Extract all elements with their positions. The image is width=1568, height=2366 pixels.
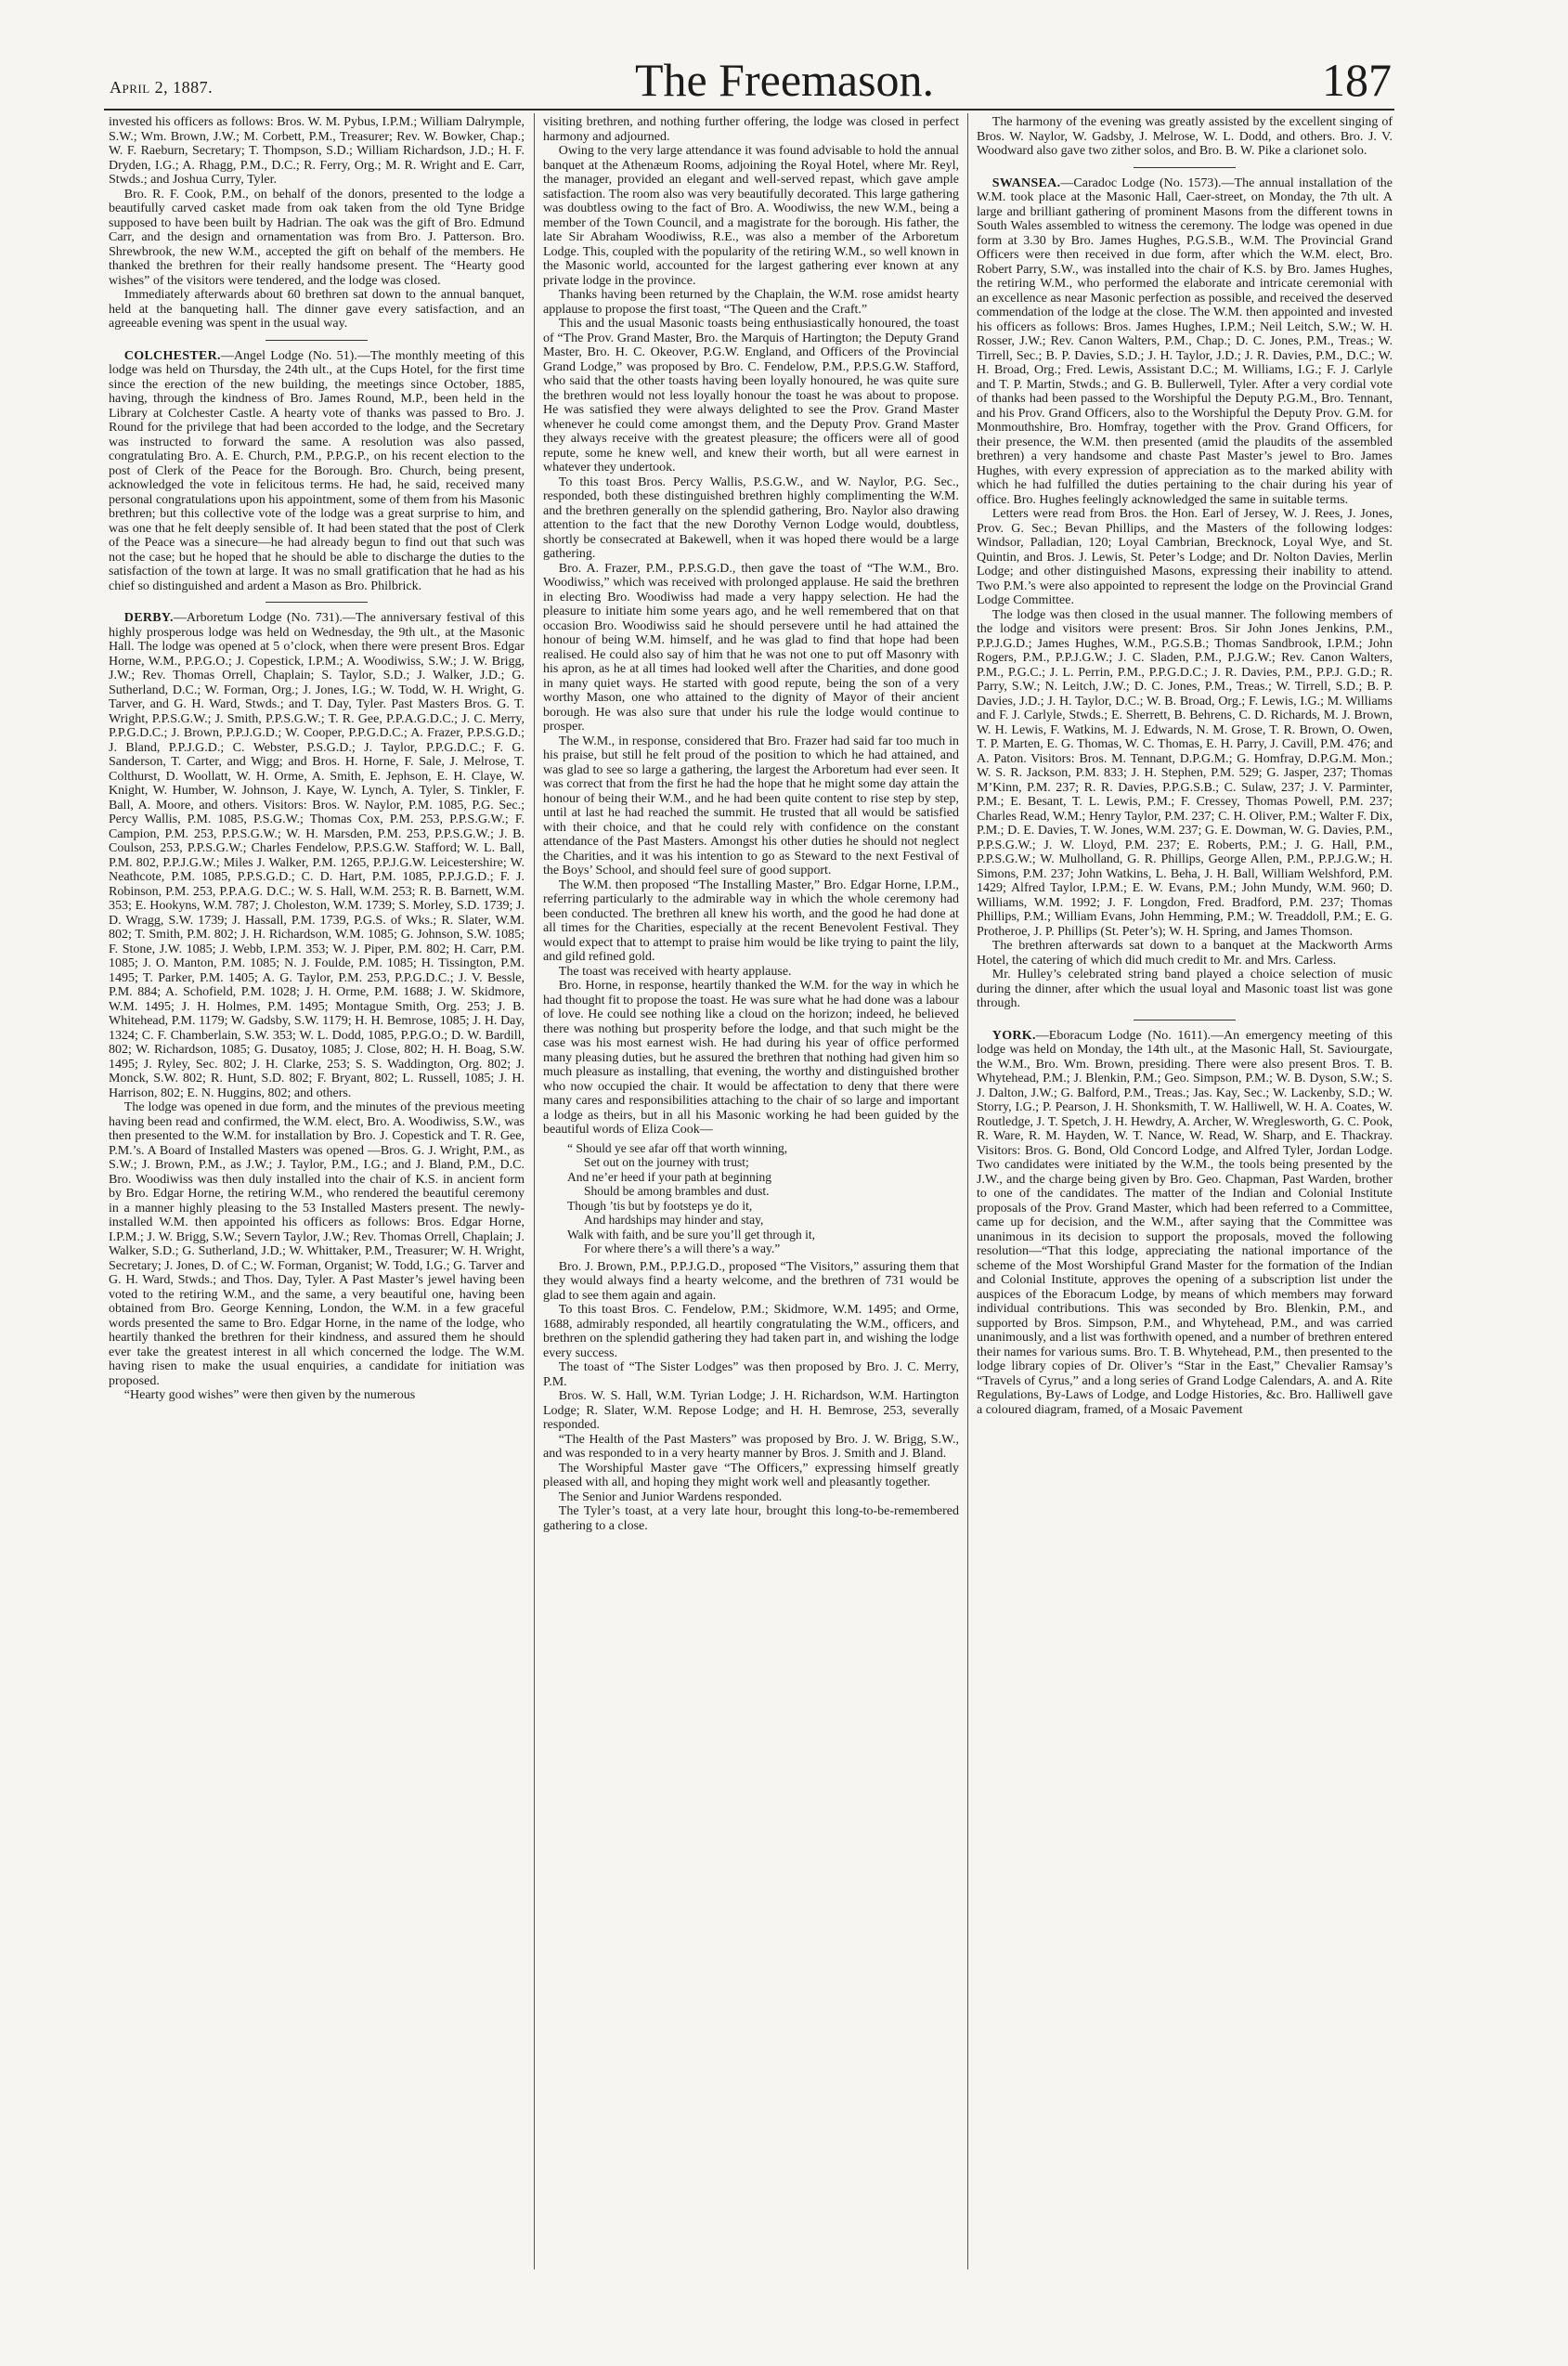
paragraph: Bro. R. F. Cook, P.M., on behalf of the donors, presented to the lodge a beautifully carved casket made from oak taken from the old Tyne Bridge supposed to have been built by Hadrian. The oak was the gift of Bro. Edmund Carr, and the design and ornamentation was from Bro. J. Patterson. Bro. Shrewbrook, the new W.M., accepted the gift on behalf of the members. He thanked the brethren for their really handsome present. The “Hearty good wishes” of the visitors were tendered, and the lodge was closed. xyxy=(109,187,525,288)
paragraph: invested his officers as follows: Bros. W. M. Pybus, I.P.M.; William Dalrymple, S.W.; Wm. Brown, J.W.; M. Corbett, P.M., Treasurer; Rev. W. Bowker, Chap.; W. F. Raeburn, Secretary; T. Thompson, S.D.; William Richardson, J.D.; H. F. Dryden, I.G.; A. Rhagg, P.M., D.C.; R. Ferry, Org.; M. R. Wright and E. Carr, Stwds.; and Joshua Curry, Tyler. xyxy=(109,115,525,187)
paragraph: The toast was received with hearty applause. xyxy=(558,964,792,979)
section-heading: DERBY. xyxy=(123,611,174,625)
paragraph: Immediately afterwards about 60 brethren sat down to the annual banquet, held at the banqueting hall. The dinner gave every satisfaction, and an agreeable evening was spent in the usual way. xyxy=(109,288,525,331)
poem xyxy=(543,1141,959,1256)
masthead-rule xyxy=(104,109,1394,110)
poem-line: For where there’s a will there’s a way.” xyxy=(584,1242,781,1255)
section-heading: SWANSEA. xyxy=(991,176,1061,190)
column-divider xyxy=(534,113,535,2269)
paragraph: Owing to the very large attendance it was found advisable to hold the annual banquet at the Athenæum Rooms, adjoining the Royal Hotel, where Mr. Reyl, the manager, provided an elegant and well-served repast, which gave ample satisfaction. The room also was very beautifully decorated. This large gathering was doubtless owing to the fact of Bro. A. Woodiwiss, the new W.M., being a member of the Town Council, and a magistrate for the borough. His father, the late Sir Abraham Woodiwiss, R.E., was also a member of the Arboretum Lodge. This, coupled with the popularity of the retiring W.M., so well known in the Masonic world, accounted for the largest gathering ever known at any private lodge in the province. xyxy=(543,144,959,288)
section-heading: YORK. xyxy=(991,1028,1036,1043)
lodge-name: —Angel Lodge (No. 51).— xyxy=(220,348,370,363)
section-divider xyxy=(266,340,368,341)
paragraph: The brethren afterwards sat down to a banquet at the Mackworth Arms Hotel, the catering of which did much credit to Mr. and Mrs. Carless. xyxy=(977,939,1393,968)
paragraph: Bro. A. Frazer, P.M., P.P.S.G.D., then gave the toast of “The W.M., Bro. Woodiwiss,” which was received with prolonged applause. He said the brethren in electing Bro. Woodiwiss had made a very happy selection. He had the pleasure to initiate him some years ago, and he well remembered that on that occasion Bro. Woodiwiss said he should persevere until he had attained the honour of being W.M. himself, and he was glad to find that hope had been realised. He could also say of him that he was not one to put off Masonry with his apron, as he at all times had looked well after the Charities, and done good in many quiet ways. He started with good repute, being the son of a very worthy Mason, one who attained to the dignity of Mayor of their ancient borough. He was also sure that under his rule the lodge would continue to prosper. xyxy=(543,561,959,734)
column-divider xyxy=(967,113,968,2269)
column-3 xyxy=(977,115,1393,1417)
paragraph: Mr. Hulley’s celebrated string band played a choice selection of music during the dinner, after which the usual loyal and Masonic toast list was gone through. xyxy=(977,968,1393,1010)
lodge-name: —Eboracum Lodge (No. 1611).— xyxy=(1035,1028,1225,1043)
issue-date: April 2, 1887. xyxy=(110,78,214,97)
lodge-report xyxy=(977,176,1393,508)
poem-line: And ne’er heed if your path at beginning xyxy=(567,1169,772,1184)
paragraph: The W.M. then proposed “The Installing Master,” Bro. Edgar Horne, I.P.M., referring particularly to the admirable way in which the whole ceremony had been conducted. The brethren all knew his worth, and the good he had done at all times for the Charities, especially at the recent Benevolent Festival. They would expect that to attempt to praise him would be like trying to paint the lily, and gild refined gold. xyxy=(543,878,959,964)
poem-line: Set out on the journey with trust; xyxy=(584,1155,749,1169)
paragraph: Letters were read from Bros. the Hon. Earl of Jersey, W. J. Rees, J. Jones, Prov. G. Sec.; Bevan Phillips, and the Masters of the following lodges: Windsor, Palladian, 120; Loyal Cambrian, Brecknock, Loyal Wye, and St. Quintin, and Bros. J. Lewis, St. Peter’s Lodge; and Dr. Nolton Davies, Merlin Lodge; and other distinguished Masons, expressing their inability to attend. Two P.M.’s were also appointed to represent the lodge on the Provincial Grand Lodge Committee. xyxy=(977,507,1393,607)
paragraph: The W.M., in response, considered that Bro. Frazer had said far too much in his praise, but still he felt proud of the position to which he had attained, and was glad to see so large a gathering, the largest the Arboretum had ever seen. It was correct that from the first he had the hope that he might some day attain the honour of being their W.M., and he had been quite content to rise step by step, until at last he had reached the summit. He trusted that all would be satisfied with their choice, and that he could rely with confidence on the constant attendance of the Past Masters. Amongst his other duties he should not neglect the Charities, and it was his intention to go as Steward to the next Festival of the Boys’ School, and should feel sure of good support. xyxy=(543,734,959,878)
paragraph: visiting brethren, and nothing further offering, the lodge was closed in perfect harmony and adjourned. xyxy=(543,115,959,144)
paragraph: The toast of “The Sister Lodges” was then proposed by Bro. J. C. Merry, P.M. xyxy=(543,1360,959,1389)
paragraph: To this toast Bros. Percy Wallis, P.S.G.W., and W. Naylor, P.G. Sec., responded, both these distinguished brethren highly complimenting the W.M. and the brethren generally on the splendid gathering, Bro. Naylor also drawing attention to the fact that the new Dorothy Vernon Lodge would, doubtless, shortly be consecrated at Bakewell, when it was hoped there would be a large gathering. xyxy=(543,474,959,561)
report-text: The annual installation of the W.M. took place at the Masonic Hall, Caer-street, on Monday, the 7th ult. A large and brilliant gathering of prominent Masons from the different towns in South Wales assembled to witness the ceremony. The lodge was opened in due form at 3.30 by Bro. James Hughes, P.G.S.B., W.M. The Provincial Grand Officers were then received in due form, after which the W.M. elect, Bro. Robert Parry, S.W., was installed into the chair of K.S. by Bro. James Hughes, the retiring W.M., who performed the elaborate and intricate ceremonial with an excellence as near Masonic perfection as possible, and received the deserved commendation of the lodge at the close. The W.M. then appointed and invested his officers as follows: Bros. James Hughes, I.P.M.; Neil Leitch, S.W.; W. H. Rosser, J.W.; Rev. Canon Walters, P.M., Chap.; D. C. Jones, P.M., Treas.; W. Tirrell, Sec.; B. P. Davies, S.D.; J. H. Taylor, J.D.; J. R. Davies, P.M., D.C.; W. H. Broad, Org.; Fred. Lewis, Assistant D.C.; M. Williams, I.G.; F. J. Carlyle and T. P. Martin, Stwds.; and G. B. Bullerwell, Tyler. After a very cordial vote of thanks had been passed to the Worshipful the Deputy P.G.M., Bro. Tennant, and his Prov. Grand Officers, also to the Worshipful the Deputy Prov. G.M. for Monmouthshire, Bro. Homfray, together with the Prov. Grand Officers, for their presence, the W.M. then presented (amid the plaudits of the assembled brethren) a very handsome and chaste Past Master’s jewel to Bro. James Hughes, with every expression of appreciation as to the marked ability with which he had fulfilled the duties pertaining to the chair during his year of office. Bro. Hughes feelingly acknowledged the same in suitable terms. xyxy=(977,176,1393,507)
paragraph: The Worshipful Master gave “The Officers,” expressing himself greatly pleased with all, and hoping they might work well and pleasantly together. xyxy=(543,1461,959,1489)
paragraph: Thanks having been returned by the Chaplain, the W.M. rose amidst hearty applause to propose the first toast, “The Queen and the Craft.” xyxy=(543,288,959,317)
newspaper-title: The Freemason. xyxy=(634,54,935,106)
paragraph: “Hearty good wishes” were then given by the numerous xyxy=(123,1388,416,1402)
poem-line: Should be among brambles and dust. xyxy=(584,1184,770,1198)
paragraph: Bro. J. Brown, P.M., P.P.J.G.D., proposed “The Visitors,” assuring them that they would always find a hearty welcome, and the brethren of 731 would be glad to see them again and again. xyxy=(543,1259,959,1303)
column-1 xyxy=(109,115,525,1403)
section-heading: COLCHESTER. xyxy=(123,348,221,363)
paragraph: The lodge was then closed in the usual manner. The following members of the lodge and visitors were present: Bros. Sir John Jones Jenkins, P.M., P.P.J.G.D.; James Hughes, W.M., P.G.S.B.; Thomas Sandbrook, I.P.M.; John Rogers, P.M., P.P.J.G.W.; J. C. Sladen, P.M., P.J.G.W.; Rev. Canon Walters, P.M., P.G.C.; J. L. Perrin, P.M., P.P.G.D.C.; J. R. Davies, P.M., P.P.J. G.D.; R. Parry, S.W.; N. Leitch, J.W.; D. C. Jones, P.M., Treas.; W. Tirrell, S.D.; B. P. Davies, J.D.; J. H. Taylor, D.C.; W. B. Broad, Org.; F. Lewis, I.G.; M. Williams and F. J. Carlyle, Stwds.; E. Sherrett, B. Behrens, C. D. Richards, M. J. Brown, W. H. Lewis, F. Watkins, M. J. Edwards, N. M. Grose, T. R. Brown, O. Owen, T. P. Marten, E. G. Thomas, W. C. Thomas, E. H. Parry, J. Cavill, P.M. 476; and A. Paton. Visitors: Bros. M. Tennant, D.P.G.M.; G. Homfray, D.P.G.M. Mon.; W. S. R. Jackson, P.M. 833; J. H. Stephen, P.M. 529; G. Jasper, 237; Thomas M’Kinn, P.M. 237; R. R. Davies, P.P.G.S.B.; C. Sulaw, 237; J. V. Parminter, P.M.; E. Besant, T. L. Lewis, P.M.; F. Cressey, Thomas Powell, P.M. 237; Charles Read, W.M.; Henry Taylor, P.M. 237; C. H. Oliver, P.M.; Walter F. Dix, P.M.; D. E. Davies, T. W. Jones, W.M. 237; G. E. Dowman, W. G. Davies, P.M., P.P.S.G.W.; J. W. Lloyd, P.M. 237; E. Roberts, P.M.; J. G. Hall, P.M., P.P.S.G.W.; W. Mulholland, G. R. Phillips, George Allen, P.M., P.P.J.G.W.; H. Simons, P.M. 237; John Watkins, L. Beha, J. H. Ball, William Welshford, P.M. 1429; Alfred Taylor, I.P.M.; E. W. Evans, P.M.; John Mundy, W.M. 960; D. Williams, W.M. 1992; J. F. Longdon, Fred. Bradford, P.M. 237; Thomas Phillips, P.M.; William Evans, John Hemming, P.M.; W. Treaddoll, P.M.; E. G. Protheroe, J. P. Phillips (St. Peter’s); W. H. Spring, and James Thomson. xyxy=(977,607,1393,939)
paragraph: “The Health of the Past Masters” was proposed by Bro. J. W. Brigg, S.W., and was responded to in a very hearty manner by Bros. J. Smith and J. Bland. xyxy=(543,1432,959,1461)
report-text: The monthly meeting of this lodge was held on Thursday, the 24th ult., at the Cups Hotel, for the first time since the erection of the new building, the meetings since October, 1885, having, through the kindness of Bro. James Round, M.P., been held in the Library at Colchester Castle. A hearty vote of thanks was passed to Bro. J. Round for the privilege that had been accorded to the lodge, and the Secretary was instructed to forward the same. A resolution was also passed, congratulating Bro. A. E. Church, P.M., P.P.G.P., on his recent election to the post of Clerk of the Peace for the Borough. Bro. Church, being present, acknowledged the vote in felicitous terms. He had, he said, received many personal congratulations upon his appointment, some of them from his Masonic brethren; but this collective vote of the lodge was a great surprise to him, and was one that he felt deeply sensible of. It had been stated that the post of Clerk of the Peace was a sinecure—he had already begun to find out that such was not the case; but he hoped that he should be able to discharge the duties to the satisfaction of the town at large. It was no small gratification that he had as his chief so distinguished and ardent a Mason as Bro. Philbrick. xyxy=(109,348,525,593)
paragraph: The Tyler’s toast, at a very late hour, brought this long-to-be-remembered gathering to a close. xyxy=(543,1504,959,1533)
poem-line: “ Should ye see afar off that worth winning, xyxy=(567,1140,788,1155)
lodge-name: —Caradoc Lodge (No. 1573).— xyxy=(1060,176,1235,190)
paragraph: The lodge was opened in due form, and the minutes of the previous meeting having been read and confirmed, the W.M. elect, Bro. A. Woodiwiss, S.W., was then presented to the W.M. for installation by Bro. J. Copestick and T. R. Gee, P.M.’s. A Board of Installed Masters was opened —Bros. G. J. Wright, P.M., as S.W.; J. Brown, P.M., as J.W.; J. Taylor, P.M., I.G.; and J. Bland, P.M., D.C. Bro. Woodiwiss was then duly installed into the chair of K.S. in ancient form by Bro. Edgar Horne, the retiring W.M., who rendered the beautiful ceremony in a manner highly pleasing to the 53 Installed Masters present. The newly-installed W.M. then appointed his officers as follows: Bros. Edgar Horne, I.P.M.; J. W. Brigg, S.W.; Severn Taylor, J.W.; Rev. Thomas Orrell, Chaplain; J. Walker, S.D.; G. Sutherland, J.D.; W. Whittaker, P.M., Treasurer; W. H. Wright, Secretary; J. Jones, D. of C.; W. Forman, Organist; W. Todd, I.G.; G. Tarver and G. H. Ward, Stwds.; and Thos. Day, Tyler. A Past Master’s jewel having been voted to the retiring W.M., and the same, a very beautiful one, having been obtained from Bro. George Kenning, London, the W.M. in a few graceful words presented the same to Bro. Edgar Horne, in the name of the lodge, who heartily thanked the brethren for their kindness, and assured them he should ever take the greatest interest in all which concerned the lodge. The W.M. having risen to make the usual enquiries, a candidate for initiation was proposed. xyxy=(109,1100,525,1388)
poem-line: Walk with faith, and be sure you’ll get through it, xyxy=(567,1227,815,1242)
section-divider xyxy=(266,602,368,603)
paragraph: Bros. W. S. Hall, W.M. Tyrian Lodge; J. H. Richardson, W.M. Hartington Lodge; R. Slater, W.M. Repose Lodge; and H. H. Bemrose, 253, severally responded. xyxy=(543,1389,959,1432)
poem-line: Though ’tis but by footsteps ye do it, xyxy=(567,1198,753,1213)
section-divider xyxy=(1134,167,1236,168)
paragraph: The harmony of the evening was greatly assisted by the excellent singing of Bros. W. Naylor, W. Gadsby, J. Melrose, W. L. Dodd, and others. Bro. J. V. Woodward also gave two zither solos, and Bro. B. W. Pike a clarionet solo. xyxy=(977,115,1393,158)
page-number: 187 xyxy=(1322,54,1392,106)
report-text: An emergency meeting of this lodge was held on Monday, the 14th ult., at the Masonic Hall, St. Saviourgate, the W.M., Bro. Wm. Brown, presiding. There were also present Bros. T. B. Whytehead, P.M.; J. Blenkin, P.M.; Geo. Simpson, P.M.; W. B. Dyson, S.W.; S. J. Dalton, J.W.; G. Balford, P.M., Treas.; Jas. Kay, Sec.; W. Lackenby, S.D.; W. Storry, I.G.; P. Pearson, J. H. Shonksmith, T. W. Halliwell, W. H. A. Coates, W. Routledge, J. T. Spetch, J. H. Hewdry, A. Archer, W. Wreglesworth, G. C. Pook, R. Ware, R. M. Hayden, W. T. Nance, W. Read, W. Sharp, and E. Thackray. Visitors: Bros. G. Bond, Old Concord Lodge, and Alfred Tyler, Jordan Lodge. Two candidates were initiated by the W.M., the tools being presented by the J.W., and the charge being given by Bro. Geo. Chapman, Past Warden, brother to one of the candidates. The matter of the Indian and Colonial Institute proposals of the Prov. Grand Master, which had been referred to a Committee, came up for decision, and the W.M., after saying that the Committee was unanimous in its decision to support the proposals, moved the following resolution—“That this lodge, appreciating the national importance of the scheme of the Most Worshipful Grand Master for the formation of the Indian and Colonial Institute, approves the opening of a subscription list under the auspices of the Eboracum Lodge, by means of which members may forward individual contributions. This was seconded by Bro. Blenkin, P.M., and supported by Bros. Simpson, P.M., and Whytehead, P.M., and was carried unanimously, and a list was forthwith opened, and a number of brethren entered their names for various sums. Bro. T. B. Whytehead, P.M., then presented to the lodge library copies of Dr. Oliver’s “Star in the East,” Chevalier Ramsay’s “Travels of Cyrus,” and a long series of Grand Lodge Calendars, A. and A. Rite Regulations, By-Laws of Lodge, and Lodge Histories, &c. Bro. Halliwell gave a coloured diagram, framed, of a Mosaic Pavement xyxy=(977,1028,1393,1417)
paragraph: Bro. Horne, in response, heartily thanked the W.M. for the way in which he had thought fit to propose the toast. He was sure what he had done was a labour of love. He could see nothing like a cloud on the horizon; indeed, he believed there was nothing but prosperity before the lodge, and that such might be the case was his most earnest wish. He had during his year of office performed many pleasing duties, but he assured the brethren that nothing had given him so much pleasure as installing, that evening, the worthy and distinguished brother who now occupied the chair. It would be affectation to deny that there were many cares and responsibilities attaching to the chair of so large and important a lodge as theirs, but in all his Masonic working he had been guided by the beautiful words of Eliza Cook— xyxy=(543,979,959,1137)
paragraph: To this toast Bros. C. Fendelow, P.M.; Skidmore, W.M. 1495; and Orme, 1688, admirably responded, all heartily congratulating the W.M., officers, and brethren on the splendid gathering they had taken part in, and wishing the lodge every success. xyxy=(543,1303,959,1360)
lodge-name: —Arboretum Lodge (No. 731).— xyxy=(173,611,356,625)
paragraph: This and the usual Masonic toasts being enthusiastically honoured, the toast of “The Prov. Grand Master, Bro. the Marquis of Hartington; the Deputy Grand Master, Bro. H. C. Okeover, P.G.W. England, and Officers of the Provincial Grand Lodge,” was proposed by Bro. C. Fendelow, P.M., P.P.S.G.W. Stafford, who said that the other toasts having been loyally honoured, he was quite sure the brethren would not less loyally honour the toast he was about to propose. He was satisfied they were always delighted to see the Prov. Grand Master whenever he could come amongst them, and the Deputy Prov. Grand Master they always receive with the greatest pleasure; the officers were all of good repute, some he knew well, and knew their worth, but all were earnest in whatever they undertook. xyxy=(543,317,959,474)
report-text: The anniversary festival of this highly prosperous lodge was held on Wednesday, the 9th ult., at the Masonic Hall. The lodge was opened at 5 o’clock, when there were present Bros. Edgar Horne, W.M., P.P.G.O.; J. Copestick, I.P.M.; A. Woodiwiss, S.W.; J. W. Brigg, J.W.; Rev. Thomas Orrell, Chaplain; S. Taylor, S.D.; J. Walker, J.D.; G. Sutherland, D.C.; W. Forman, Org.; J. Jones, I.G.; W. Todd, W. H. Wright, G. Tarver, and G. H. Ward, Stwds.; and T. Day, Tyler. Past Masters Bros. G. T. Wright, P.P.S.G.W.; J. Smith, P.P.S.G.W.; T. R. Gee, P.P.A.G.D.C.; J. C. Merry, P.P.G.D.C.; J. Brown, P.P.J.G.D.; W. Cooper, P.P.G.D.C.; A. Frazer, P.P.S.G.D.; J. Bland, P.P.J.G.D.; C. Webster, P.S.G.D.; J. Taylor, P.P.G.D.C.; F. G. Sanderson, T. Carter, and Wigg; and Bros. H. Horne, F. Sale, J. Melrose, T. Colthurst, D. Woollatt, W. H. Orme, A. Smith, E. Jephson, E. H. Claye, W. Knight, W. Humber, W. Johnson, J. Kaye, W. Lynch, A. Tyler, S. Tinkler, F. Ball, A. Moore, and others. Visitors: Bros. W. Naylor, P.M. 1085, P.G. Sec.; Percy Wallis, P.M. 1085, P.S.G.W.; Thomas Cox, P.M. 253, P.P.S.G.W.; F. Campion, P.M. 253, P.P.S.G.W.; W. H. Marsden, P.M. 253, P.P.S.G.W.; J. B. Coulson, 253, P.P.S.G.W.; Charles Fendelow, P.P.S.G.W. Stafford; W. L. Ball, P.M. 802, P.P.J.G.W.; Miles J. Walker, P.M. 1265, P.P.J.G.W. Leicestershire; W. Neathcote, P.M. 1085, P.P.S.G.D.; C. D. Hart, P.M. 1085, P.P.J.G.D.; F. J. Robinson, P.M. 253, P.P.A.G. D.C.; W. S. Hall, W.M. 253; R. B. Barnett, W.M. 353; E. Hookyns, W.M. 787; J. Choleston, W.M. 1739; S. Morley, S.D. 1739; J. D. Wragg, S.W. 1739; J. Hassall, P.M. 1739, P.G.S. of Wks.; R. Slater, W.M. 802; T. Smith, P.M. 802; J. H. Richardson, W.M. 1085; G. Johnson, S.W. 1085; F. Stone, J.W. 1085; J. Webb, I.P.M. 353; W. J. Piper, P.M. 802; H. Carr, P.M. 1085; J. O. Manton, P.M. 1085; N. J. Foulde, P.M. 1085; H. Tissington, P.M. 1495; T. Parker, P.M. 1405; A. G. Taylor, P.M. 253, P.P.G.D.C.; J. V. Bessle, P.M. 884; A. Schofield, P.M. 1028; J. H. Orme, P.M. 1688; J. W. Skidmore, W.M. 1495; J. H. Holmes, P.M. 1495; Montague Smith, Org. 253; J. B. Whitehead, P.M. 1179; W. Gadsby, S.W. 1179; H. H. Bemrose, 1085; J. H. Day, 1324; C. F. Chamberlain, S.W. 353; W. L. Dodd, 1085, P.P.G.O.; D. W. Bardill, 802; W. Richardson, 1085; G. Dusatoy, 1085; J. Close, 802; H. H. Boag, S.W. 1495; J. Ryley, Sec. 802; J. H. Clarke, 253; S. S. Waddington, Org. 802; J. Monck, S.W. 802; R. Hunt, S.D. 802; F. Bryant, 802; L. Russell, 1085; J. H. Harrison, 802; E. N. Huggins, 802; and others. xyxy=(109,611,525,1100)
paragraph: The Senior and Junior Wardens responded. xyxy=(558,1489,783,1504)
column-2 xyxy=(543,115,959,1533)
lodge-report xyxy=(109,611,525,1100)
lodge-report xyxy=(977,1029,1393,1418)
lodge-report xyxy=(109,349,525,594)
poem-line: And hardships may hinder and stay, xyxy=(584,1213,764,1227)
